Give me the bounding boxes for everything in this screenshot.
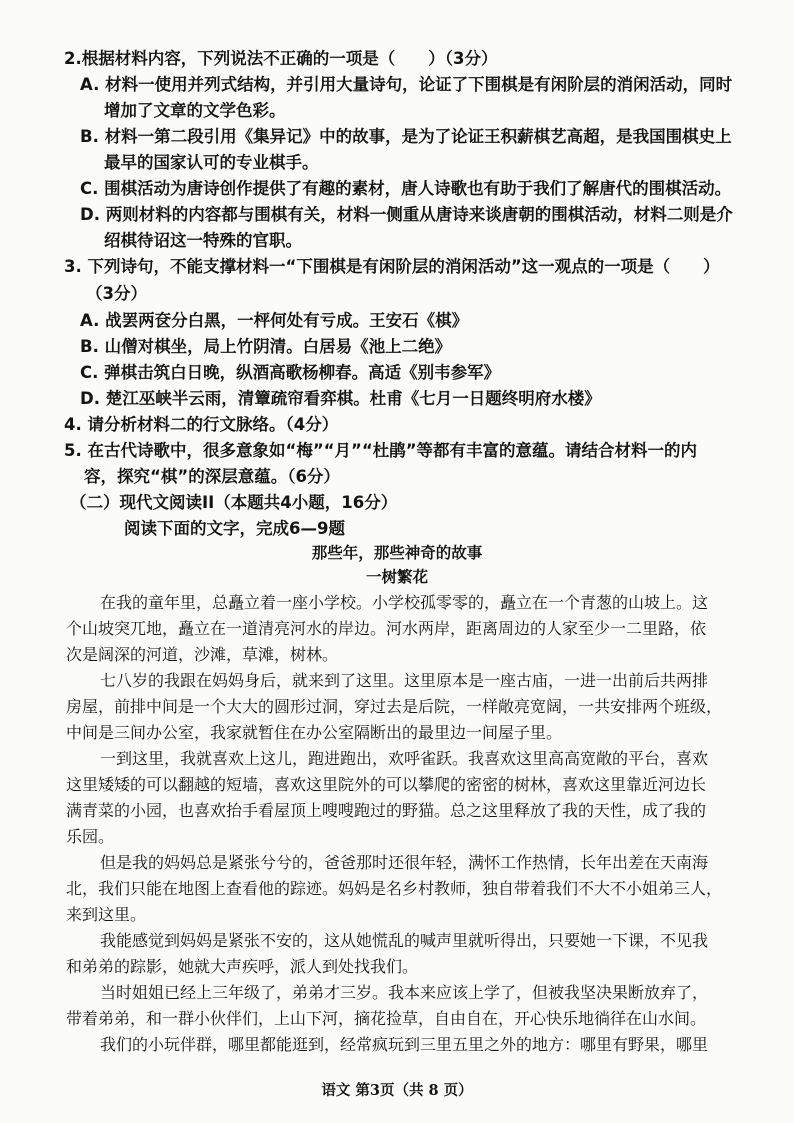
section-heading: （二）现代文阅读II（本题共4小题，16分） xyxy=(70,493,398,512)
q2-option-d-line2: 绍棋待诏这一特殊的官职。 xyxy=(104,231,302,250)
section-instruction: 阅读下面的文字，完成6—9题 xyxy=(124,519,345,538)
article-line: 在我的童年里，总矗立着一座小学校。小学校孤零零的，矗立在一个青葱的山坡上。这 xyxy=(100,593,709,612)
q3-option-d: D. 楚江巫峡半云雨，清簟疏帘看弈棋。杜甫《七月一日题终明府水楼》 xyxy=(80,389,601,408)
q5-stem-line2: 容，探究“棋”的深层意蕴。（6分） xyxy=(84,467,340,486)
q4-stem: 4. 请分析材料二的行文脉络。（4分） xyxy=(64,415,339,434)
q3-option-a: A. 战罢两奁分白黑，一枰何处有亏成。王安石《棋》 xyxy=(80,311,469,330)
article-line: 满青菜的小园，也喜欢抬手看屋顶上嗖嗖跑过的野猫。总之这里释放了我的天性，成了我的 xyxy=(66,801,707,820)
article-subtitle: 一树繁花 xyxy=(365,567,428,586)
q5-stem-line1: 5. 在古代诗歌中，很多意象如“梅”“月”“杜鹃”等都有丰富的意蕴。请结合材料一的内 xyxy=(64,441,698,460)
article-title: 那些年，那些神奇的故事 xyxy=(311,543,483,562)
q3-option-c: C. 弹棋击筑白日晚，纵酒高歌杨柳春。高适《别韦参军》 xyxy=(80,363,501,382)
article-line: 乐园。 xyxy=(66,827,115,846)
q2-option-c: C. 围棋活动为唐诗创作提供了有趣的素材，唐人诗歌也有助于我们了解唐代的围棋活动。 xyxy=(80,179,732,198)
q2-option-a-line1: A. 材料一使用并列式结构，并引用大量诗句，论证了下围棋是有闲阶层的消闲活动，同时 xyxy=(80,75,733,94)
article-line: 这里矮矮的可以翻越的短墙，喜欢这里院外的可以攀爬的密密的树林，喜欢这里靠近河边长 xyxy=(66,775,707,794)
article-line: 我们的小玩伴群，哪里都能逛到，经常疯玩到三里五里之外的地方：哪里有野果，哪里 xyxy=(100,1035,709,1054)
article-line: 个山坡突兀地，矗立在一道清亮河水的岸边。河水两岸，距离周边的人家至少一二里路，依 xyxy=(66,619,707,638)
article-line: 但是我的妈妈总是紧张兮兮的，爸爸那时还很年轻，满怀工作热情，长年出差在天南海 xyxy=(100,853,709,872)
q2-stem: 2.根据材料内容，下列说法不正确的一项是（ ）（3分） xyxy=(64,49,498,68)
article-line: 带着弟弟，和一群小伙伴们，上山下河，摘花捡草，自由自在，开心快乐地徜徉在山水间。 xyxy=(66,1009,707,1028)
q2-option-b-line2: 最早的国家认可的专业棋手。 xyxy=(104,153,319,172)
page-footer: 语文 第3页（共 8 页） xyxy=(321,1082,473,1099)
q2-option-d-line1: D. 两则材料的内容都与围棋有关，材料一侧重从唐诗来谈唐朝的围棋活动，材料二则是介 xyxy=(80,205,733,224)
q2-option-b-line1: B. 材料一第二段引用《集异记》中的故事，是为了论证王积薪棋艺高超，是我国围棋史上 xyxy=(80,127,732,146)
article-line: 次是阔深的河道，沙滩，草滩，树林。 xyxy=(66,645,339,664)
article-line: 和弟弟的踪影，她就大声疾呼，派人到处找我们。 xyxy=(66,957,419,976)
article-line: 北，我们只能在地图上查看他的踪迹。妈妈是名乡村教师，独自带着我们不大不小姐弟三人， xyxy=(66,879,723,898)
q2-option-a-line2: 增加了文章的文学色彩。 xyxy=(104,101,286,120)
q3-option-b: B. 山僧对棋坐，局上竹阴清。白居易《池上二绝》 xyxy=(80,337,452,356)
article-line: 七八岁的我跟在妈妈身后，就来到了这里。这里原本是一座古庙，一进一出前后共两排 xyxy=(100,671,709,690)
article-line: 来到这里。 xyxy=(66,905,147,924)
article-line: 我能感觉到妈妈是紧张不安的，这从她慌乱的喊声里就听得出，只要她一下课，不见我 xyxy=(100,931,709,950)
article-line: 一到这里，我就喜欢上这儿，跑进跑出，欢呼雀跃。我喜欢这里高高宽敞的平台，喜欢 xyxy=(100,749,709,768)
article-line: 当时姐姐已经上三年级了，弟弟才三岁。我本来应该上学了，但被我坚决果断放弃了， xyxy=(100,983,709,1002)
q3-stem-line2: （3分） xyxy=(86,284,147,303)
article-line: 房屋，前排中间是一个大大的圆形过洞，穿过去是后院，一样敞亮宽阔，一共安排两个班级， xyxy=(66,697,723,716)
article-line: 中间是三间办公室，我家就暂住在办公室隔断出的最里边一间屋子里。 xyxy=(66,723,563,742)
q3-stem-line1: 3. 下列诗句，不能支撑材料一“下围棋是有闲阶层的消闲活动”这一观点的一项是（ ） xyxy=(64,257,720,276)
